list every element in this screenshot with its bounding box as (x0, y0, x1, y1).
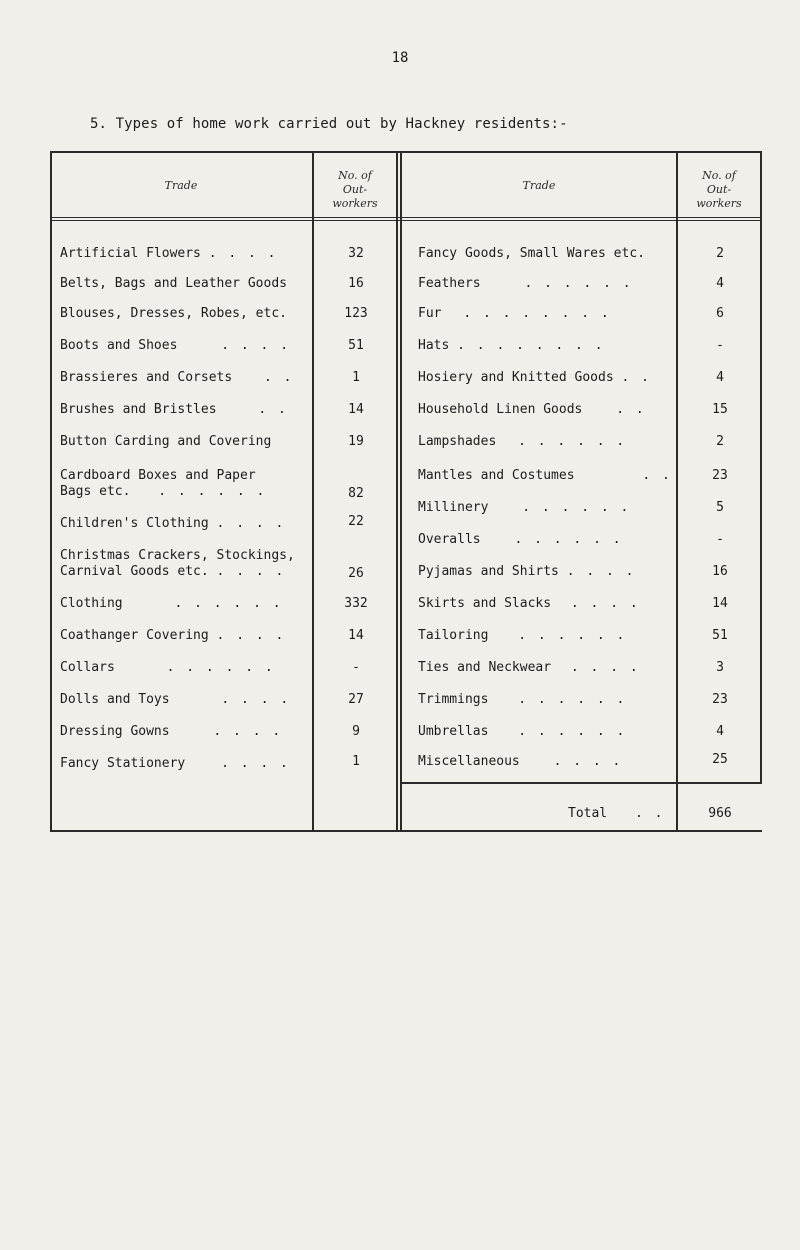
left-row-label-cont: Bags etc. . . . . . . (60, 484, 267, 499)
col-divider-2a (396, 151, 398, 832)
right-row-value: 51 (712, 628, 728, 643)
right-row-label: Miscellaneous . . . . (418, 754, 623, 769)
left-row-label: Children's Clothing . . . . (60, 516, 286, 531)
left-row-label: Coathanger Covering . . . . (60, 628, 286, 643)
header-rule (50, 217, 762, 218)
left-row-label: Cardboard Boxes and Paper (60, 468, 256, 483)
right-row-value: 3 (716, 660, 724, 675)
right-row-value: 23 (712, 692, 728, 707)
total-rule (400, 782, 762, 784)
right-row-value: 4 (716, 370, 724, 385)
section-heading: 5. Types of home work carried out by Hackney residents:- (90, 116, 568, 132)
table-border-right (760, 151, 762, 783)
right-row-label: Umbrellas . . . . . . (418, 724, 627, 739)
header-workers-line2: Out- (342, 183, 368, 196)
left-row-value: 27 (348, 692, 364, 707)
right-row-label: Mantles and Costumes . . (418, 468, 672, 483)
header-workers-line1: No. of (338, 169, 372, 182)
col-divider-3 (676, 151, 678, 832)
header-workers-line3: workers (332, 197, 378, 210)
header-workers-line2: Out- (706, 183, 732, 196)
left-row-value: - (352, 660, 360, 675)
left-row-label: Collars . . . . . . (60, 660, 275, 675)
left-row-label-cont: Carnival Goods etc. . . . . (60, 564, 286, 579)
left-row-label: Brassieres and Corsets . . (60, 370, 294, 385)
left-row-label: Button Carding and Covering (60, 434, 272, 449)
left-row-value: 9 (352, 724, 360, 739)
right-row-value: 4 (716, 276, 724, 291)
left-row-label: Christmas Crackers, Stockings, (60, 548, 295, 563)
right-row-label: Hosiery and Knitted Goods . . (418, 370, 651, 385)
left-row-label: Blouses, Dresses, Robes, etc. (60, 306, 287, 321)
right-row-label: Tailoring . . . . . . (418, 628, 627, 643)
right-row-value: 2 (716, 434, 724, 449)
right-row-value: - (716, 532, 724, 547)
table-border-top (50, 151, 762, 153)
right-row-value: 5 (716, 500, 724, 515)
col-divider-1 (312, 151, 314, 832)
header-trade-right: Trade (522, 179, 556, 192)
header-workers-line3: workers (696, 197, 742, 210)
right-row-label: Pyjamas and Shirts . . . . (418, 564, 636, 579)
left-row-value: 26 (348, 566, 364, 581)
right-row-value: 4 (716, 724, 724, 739)
left-row-value: 332 (344, 596, 368, 611)
right-row-label: Fancy Goods, Small Wares etc. (418, 246, 645, 261)
left-row-value: 1 (352, 754, 360, 769)
right-row-label: Ties and Neckwear . . . . (418, 660, 640, 675)
table-border-left (50, 151, 52, 832)
right-row-value: 16 (712, 564, 728, 579)
table-border-bottom (50, 830, 762, 832)
right-row-label: Trimmings . . . . . . (418, 692, 627, 707)
left-row-value: 123 (344, 306, 368, 321)
header-workers-left (314, 169, 396, 211)
right-row-value: 15 (712, 402, 728, 417)
left-row-value: 16 (348, 276, 364, 291)
right-row-label: Millinery . . . . . . (418, 500, 631, 515)
header-workers-right (678, 169, 760, 211)
home-work-table (50, 151, 762, 832)
right-row-value: 14 (712, 596, 728, 611)
right-row-value: 6 (716, 306, 724, 321)
right-row-label: Hats . . . . . . . . (418, 338, 605, 353)
right-row-label: Lampshades . . . . . . (418, 434, 627, 449)
header-workers-line1: No. of (702, 169, 736, 182)
total-label: Total . . (568, 806, 665, 821)
header-trade-left: Trade (164, 179, 198, 192)
left-row-label: Dolls and Toys . . . . (60, 692, 291, 707)
left-row-value: 1 (352, 370, 360, 385)
left-row-value: 14 (348, 628, 364, 643)
right-row-label: Household Linen Goods . . (418, 402, 646, 417)
right-row-label: Overalls . . . . . . (418, 532, 623, 547)
left-row-value: 22 (348, 514, 364, 529)
right-row-value: - (716, 338, 724, 353)
left-row-label: Boots and Shoes . . . . (60, 338, 291, 353)
left-row-label: Fancy Stationery . . . . (60, 756, 290, 771)
right-row-label: Feathers . . . . . . (418, 276, 633, 291)
right-row-label: Fur . . . . . . . . (418, 306, 611, 321)
page-number: 18 (391, 50, 409, 66)
left-row-label: Clothing . . . . . . (60, 596, 283, 611)
total-value: 966 (708, 806, 732, 821)
left-row-label: Belts, Bags and Leather Goods (60, 276, 287, 291)
right-row-value: 23 (712, 468, 728, 483)
left-row-value: 14 (348, 402, 364, 417)
right-row-value: 25 (712, 752, 728, 767)
header-rule-2 (50, 220, 762, 221)
left-row-label: Artificial Flowers . . . . (60, 246, 278, 261)
left-row-value: 32 (348, 246, 364, 261)
left-row-label: Dressing Gowns . . . . (60, 724, 283, 739)
right-row-value: 2 (716, 246, 724, 261)
left-row-value: 19 (348, 434, 364, 449)
left-row-value: 51 (348, 338, 364, 353)
left-row-label: Brushes and Bristles . . (60, 402, 288, 417)
right-row-label: Skirts and Slacks . . . . (418, 596, 640, 611)
col-divider-2b (400, 151, 402, 832)
left-row-value: 82 (348, 486, 364, 501)
